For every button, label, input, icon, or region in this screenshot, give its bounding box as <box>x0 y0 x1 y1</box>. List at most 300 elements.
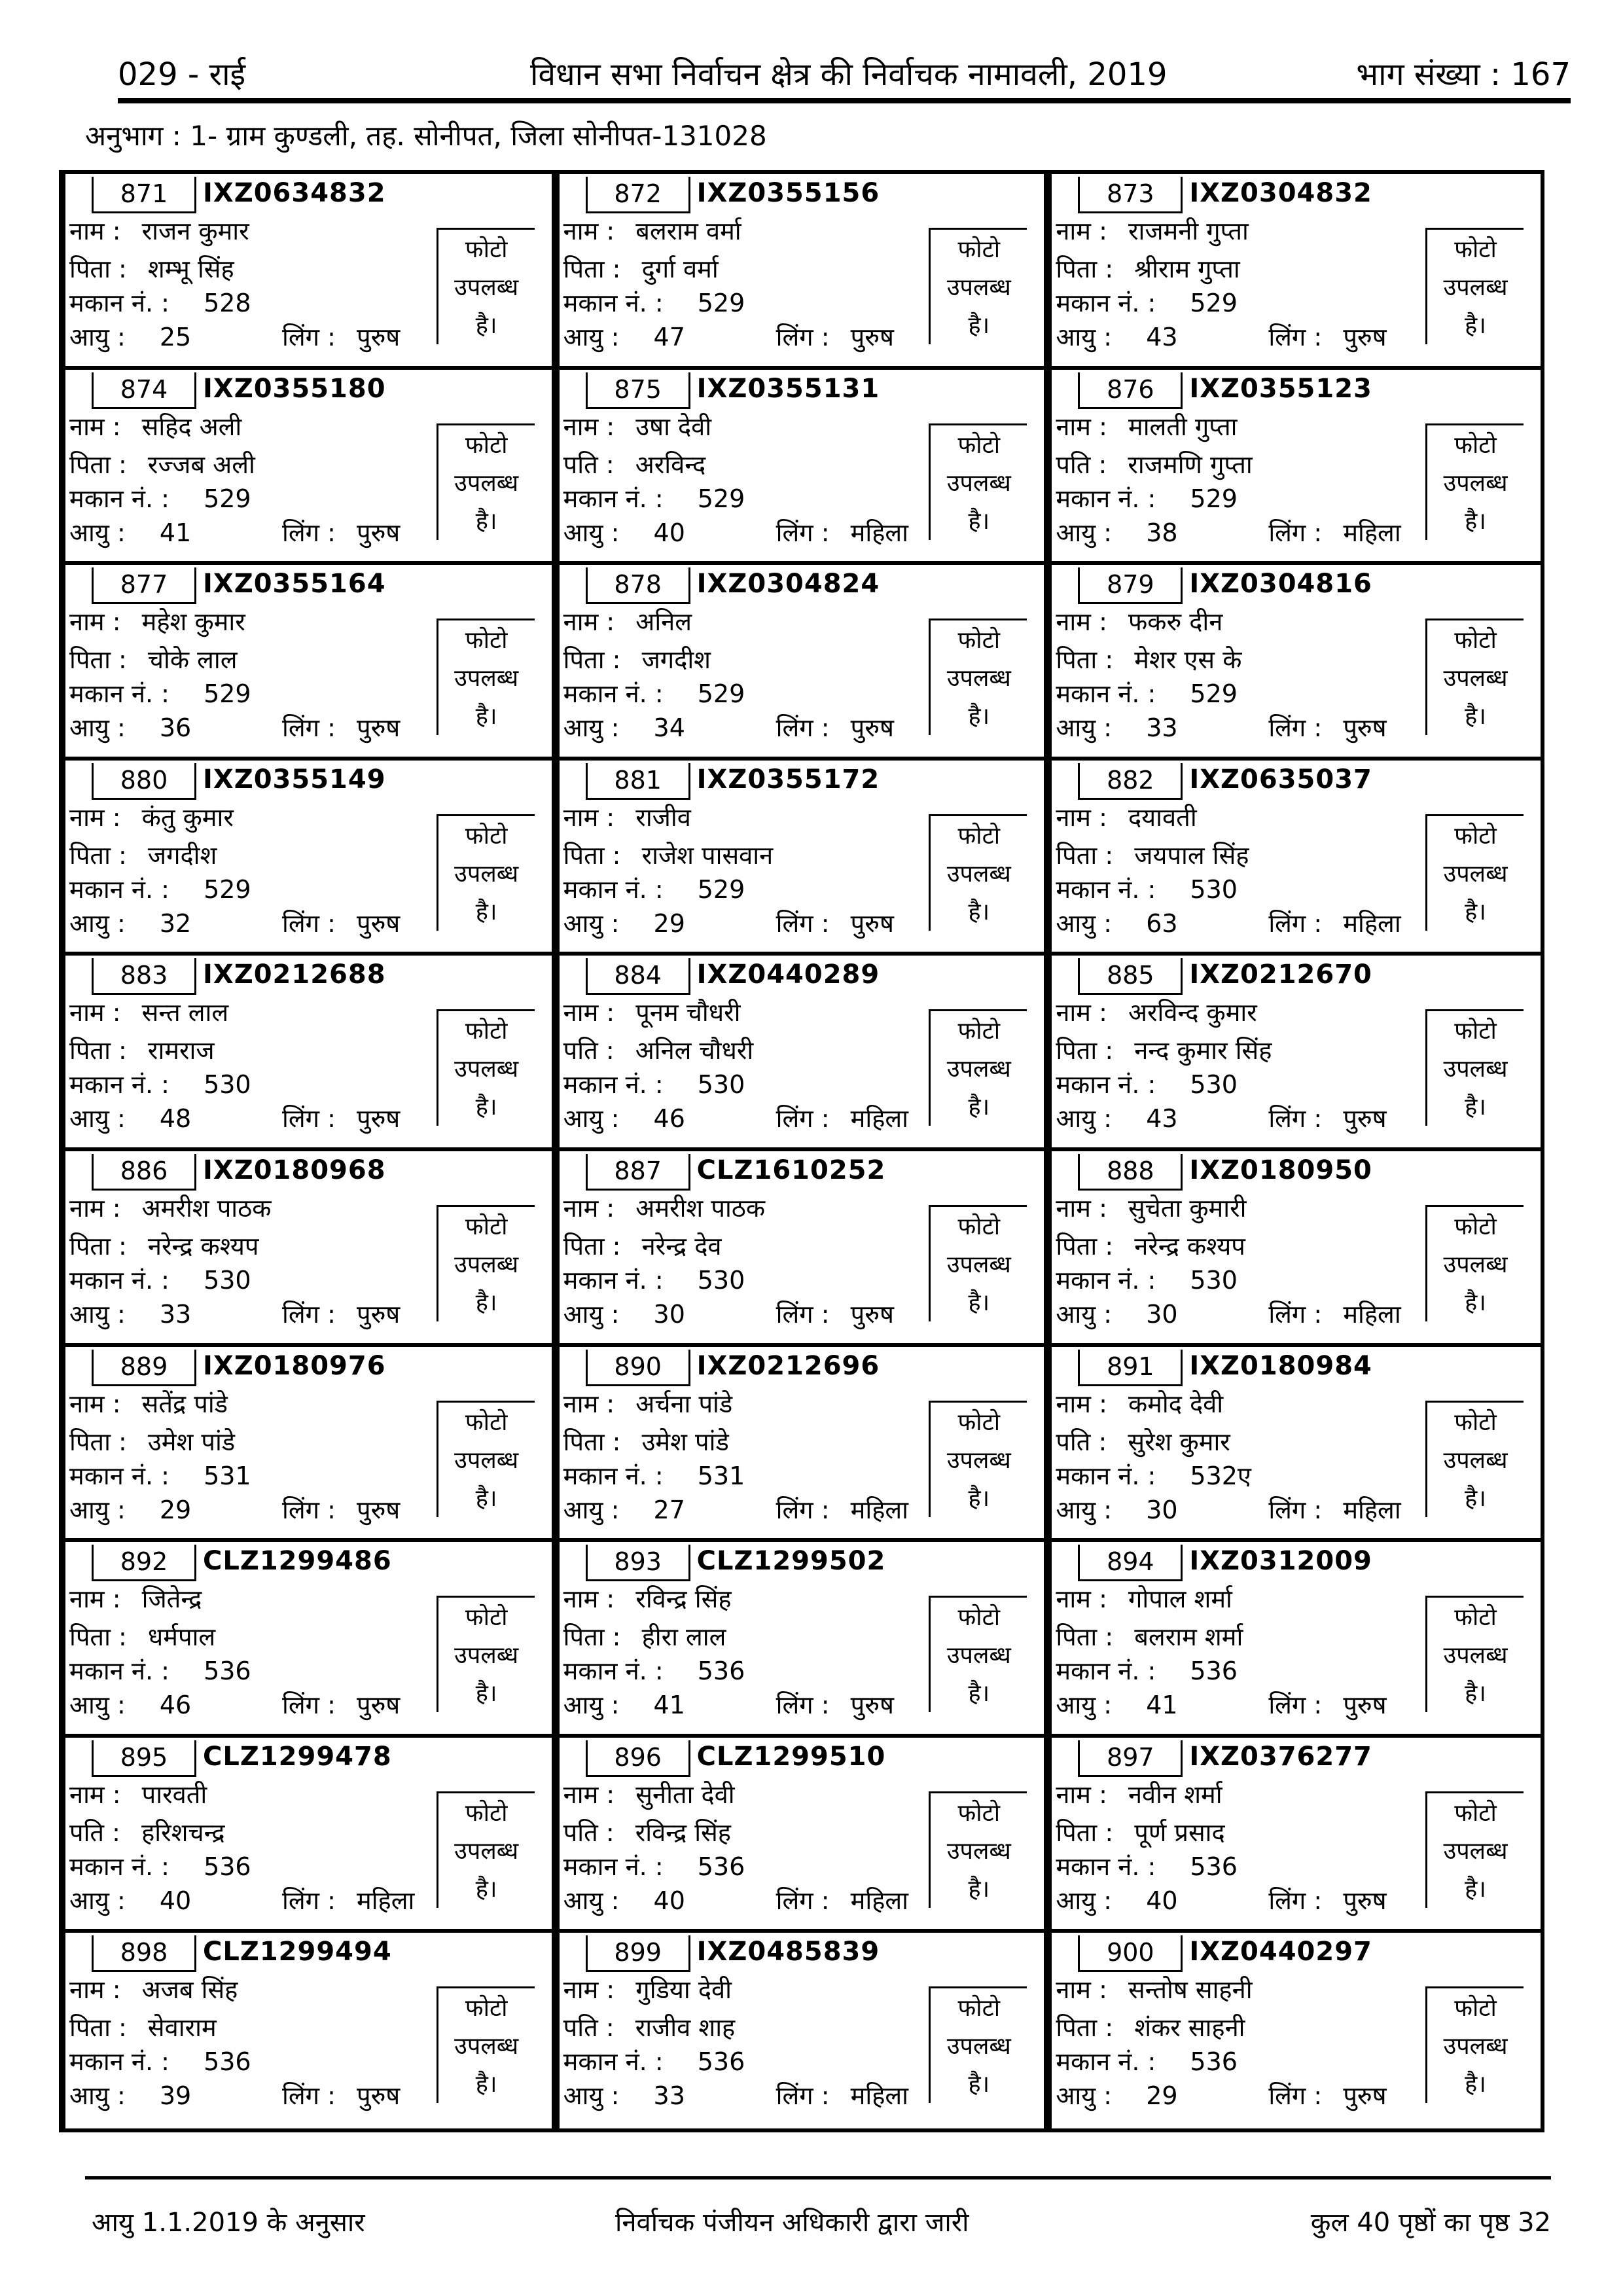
age-value: 33 <box>1146 713 1178 743</box>
gender-value: महिला <box>850 1104 908 1134</box>
gender-label: लिंग : <box>1268 1300 1323 1329</box>
name-label: नाम : <box>69 1975 121 2005</box>
photo-text-1: फोटो <box>1454 627 1497 655</box>
voter-name: जितेन्द्र <box>141 1585 202 1614</box>
voter-card <box>63 370 556 565</box>
house-number: 531 <box>697 1461 745 1490</box>
gender-label: लिंग : <box>282 1300 336 1329</box>
photo-text-1: फोटो <box>1454 1995 1497 2022</box>
name-label: नाम : <box>563 1389 615 1418</box>
relative-name: राजमणि गुप्ता <box>1128 450 1253 479</box>
house-label: मकान नं. : <box>69 484 169 513</box>
gender-value: पुरुष <box>850 323 894 351</box>
age-label: आयु : <box>69 1300 126 1329</box>
gender-group <box>282 1883 414 1917</box>
gender-group <box>1268 1492 1400 1526</box>
name-row <box>69 409 241 443</box>
name-label: नाम : <box>1056 1780 1107 1809</box>
name-row <box>69 1386 228 1420</box>
house-row <box>69 2044 251 2078</box>
house-number: 529 <box>697 484 745 513</box>
name-row <box>69 1972 238 2006</box>
relation-row <box>1056 1619 1243 1653</box>
gender-label: लिंग : <box>776 713 830 743</box>
serial-number: 872 <box>586 177 690 213</box>
photo-text-1: फोटो <box>465 1799 508 1827</box>
relative-name: हीरा लाल <box>641 1623 726 1652</box>
relative-name: जगदीश <box>147 840 217 870</box>
voter-card <box>63 1151 556 1347</box>
voter-name: राजीव <box>635 802 691 832</box>
photo-text-2: उपलब्ध <box>946 1251 1011 1278</box>
gender-group <box>282 1297 400 1331</box>
photo-text-2: उपलब्ध <box>946 274 1011 301</box>
relative-name: बलराम शर्मा <box>1134 1623 1243 1652</box>
photo-text-2: उपलब्ध <box>1443 1837 1508 1865</box>
voter-name: अरविन्द कुमार <box>1128 998 1257 1028</box>
house-row <box>69 1263 251 1297</box>
age-gender-row <box>1056 1101 1387 1135</box>
name-row <box>563 1581 732 1615</box>
house-row <box>563 676 745 710</box>
photo-text-2: उपलब्ध <box>946 1056 1011 1083</box>
photo-placeholder <box>1425 1401 1524 1517</box>
photo-text-2: उपलब्ध <box>946 665 1011 692</box>
issued-by-note: निर्वाचक पंजीयन अधिकारी द्वारा जारी <box>615 2208 969 2238</box>
serial-number: 889 <box>92 1350 196 1386</box>
house-row <box>1056 481 1238 515</box>
house-row <box>563 1067 745 1101</box>
constituency-label: 029 - राई <box>118 56 246 93</box>
name-row <box>69 1581 202 1615</box>
age-gender-row <box>1056 710 1387 744</box>
age-label: आयु : <box>1056 1495 1113 1524</box>
gender-value: पुरुष <box>356 323 401 351</box>
photo-text-2: उपलब्ध <box>1443 274 1508 301</box>
voter-card <box>63 956 556 1151</box>
voter-name: अर्चना पांडे <box>635 1389 733 1418</box>
photo-placeholder <box>437 228 535 344</box>
name-row <box>1056 1777 1222 1811</box>
name-label: नाम : <box>1056 1585 1107 1614</box>
voter-card <box>1048 370 1541 565</box>
gender-group <box>776 1492 908 1526</box>
photo-text-1: फोटो <box>957 1018 1001 1045</box>
gender-label: लिंग : <box>282 1691 336 1720</box>
photo-text-3: है। <box>968 898 990 925</box>
name-label: नाम : <box>69 217 121 245</box>
relation-label: पिता : <box>69 1427 127 1456</box>
voter-card <box>556 1542 1048 1738</box>
epic-number: IXZ0635037 <box>1189 764 1372 795</box>
relation-row <box>1056 251 1240 285</box>
photo-placeholder <box>929 423 1027 540</box>
relative-name: राजीव शाह <box>635 2013 736 2043</box>
photo-text-2: उपलब्ध <box>454 860 519 888</box>
photo-placeholder <box>437 814 535 931</box>
house-number: 529 <box>204 679 251 709</box>
name-label: नाम : <box>563 607 615 637</box>
age-gender-row <box>563 515 908 549</box>
serial-number: 874 <box>92 372 196 409</box>
relative-name: उमेश पांडे <box>147 1427 236 1456</box>
house-label: मकान नं. : <box>563 2047 664 2077</box>
photo-placeholder <box>929 1205 1027 1321</box>
gender-label: लिंग : <box>1268 518 1323 547</box>
voter-grid <box>59 170 1544 2132</box>
voter-name: राजन कुमार <box>141 217 249 245</box>
gender-value: पुरुष <box>1343 1104 1387 1134</box>
epic-number: IXZ0355172 <box>696 764 880 795</box>
photo-text-2: उपलब्ध <box>1443 665 1508 692</box>
epic-number: IXZ0440297 <box>1189 1937 1372 1967</box>
house-label: मकान नं. : <box>1056 1461 1156 1490</box>
gender-group <box>776 1687 894 1721</box>
photo-text-1: फोटो <box>1454 431 1497 459</box>
house-row <box>1056 1458 1251 1492</box>
gender-group <box>776 1297 894 1331</box>
age-gender-row <box>69 319 401 353</box>
age-value: 41 <box>653 1691 685 1720</box>
voter-card <box>1048 761 1541 956</box>
gender-label: लिंग : <box>776 1886 830 1915</box>
photo-text-3: है। <box>1465 2071 1486 2098</box>
page-footer <box>85 2176 1551 2238</box>
age-label: आयु : <box>563 908 620 938</box>
name-label: नाम : <box>69 412 121 441</box>
photo-placeholder <box>929 814 1027 931</box>
age-label: आयु : <box>1056 323 1113 351</box>
relative-name: चोके लाल <box>147 645 238 675</box>
house-label: मकान नं. : <box>69 679 169 709</box>
age-gender-row <box>69 515 401 549</box>
gender-group <box>282 319 400 353</box>
name-label: नाम : <box>69 998 121 1028</box>
relative-name: धर्मपाल <box>147 1623 216 1652</box>
photo-text-1: फोटो <box>1454 1408 1497 1436</box>
voter-name: अजब सिंह <box>141 1975 238 2005</box>
gender-label: लिंग : <box>1268 1886 1323 1915</box>
relation-row <box>69 1033 215 1067</box>
relation-row <box>563 1229 722 1263</box>
house-row <box>563 1653 745 1687</box>
voter-card <box>556 174 1048 370</box>
gender-value: महिला <box>1343 908 1401 938</box>
relative-name: उमेश पांडे <box>641 1427 729 1456</box>
house-number: 529 <box>697 679 745 709</box>
photo-text-2: उपलब्ध <box>454 665 519 692</box>
house-row <box>69 1458 251 1492</box>
gender-group <box>776 906 894 940</box>
age-value: 41 <box>1146 1691 1178 1720</box>
age-gender-row <box>1056 319 1387 353</box>
relation-label: पिता : <box>69 840 127 870</box>
voter-name: महेश कुमार <box>141 607 245 637</box>
photo-placeholder <box>1425 1596 1524 1712</box>
house-label: मकान नं. : <box>563 1266 664 1295</box>
photo-text-3: है। <box>968 1094 990 1121</box>
name-row <box>563 995 741 1029</box>
voter-name: बलराम वर्मा <box>635 217 741 245</box>
photo-text-1: फोटो <box>1454 1213 1497 1240</box>
house-label: मकान नं. : <box>563 484 664 513</box>
name-row <box>563 409 712 443</box>
photo-placeholder <box>1425 423 1524 540</box>
house-row <box>1056 2044 1238 2078</box>
house-row <box>69 481 251 515</box>
relative-name: दुर्गा वर्मा <box>641 255 719 283</box>
age-gender-row <box>563 2078 908 2112</box>
voter-card <box>63 1347 556 1543</box>
gender-label: लिंग : <box>776 1495 830 1524</box>
house-number: 536 <box>1190 2047 1238 2077</box>
house-row <box>563 285 745 319</box>
gender-group <box>282 710 400 744</box>
gender-value: पुरुष <box>356 908 401 938</box>
gender-group <box>776 515 908 549</box>
gender-label: लिंग : <box>282 2081 336 2111</box>
photo-text-2: उपलब्ध <box>454 1251 519 1278</box>
name-row <box>69 800 234 834</box>
house-number: 536 <box>697 2047 745 2077</box>
part-number: भाग संख्या : 167 <box>1356 56 1571 93</box>
age-value: 43 <box>1146 323 1178 351</box>
section-line: अनुभाग : 1- ग्राम कुण्डली, तह. सोनीपत, जिला सोनीपत-131028 <box>85 120 767 152</box>
epic-number: IXZ0312009 <box>1189 1546 1372 1577</box>
voter-name: पूनम चौधरी <box>635 998 741 1028</box>
photo-text-2: उपलब्ध <box>1443 469 1508 497</box>
gender-group <box>776 710 894 744</box>
voter-card <box>1048 1738 1541 1933</box>
name-row <box>69 213 249 247</box>
photo-placeholder <box>929 1009 1027 1126</box>
relative-name: श्रीराम गुप्ता <box>1134 255 1240 283</box>
gender-value: महिला <box>356 1886 415 1915</box>
age-label: आयु : <box>563 713 620 743</box>
house-label: मकान नं. : <box>563 289 664 317</box>
relation-row <box>563 251 719 285</box>
house-label: मकान नं. : <box>563 1070 664 1100</box>
name-label: नाम : <box>563 1780 615 1809</box>
age-value: 29 <box>653 908 685 938</box>
age-gender-row <box>69 1687 401 1721</box>
gender-value: महिला <box>850 1886 908 1915</box>
name-row <box>563 213 741 247</box>
name-label: नाम : <box>1056 802 1107 832</box>
photo-text-2: उपलब्ध <box>1443 2033 1508 2060</box>
name-label: नाम : <box>1056 1975 1107 2005</box>
house-row <box>69 676 251 710</box>
voter-name: फकरु दीन <box>1128 607 1223 637</box>
age-gender-row <box>69 710 401 744</box>
serial-number: 881 <box>586 763 690 800</box>
gender-group <box>1268 1297 1400 1331</box>
age-gender-row <box>563 1297 894 1331</box>
age-value: 29 <box>159 1495 192 1524</box>
house-label: मकान नं. : <box>69 874 169 904</box>
serial-number: 877 <box>92 567 196 604</box>
voter-name: अमरीश पाठक <box>635 1194 766 1223</box>
name-label: नाम : <box>69 1585 121 1614</box>
name-label: नाम : <box>69 1780 121 1809</box>
relation-row <box>69 838 217 872</box>
age-gender-row <box>1056 906 1401 940</box>
name-row <box>563 604 692 638</box>
voter-card <box>556 761 1048 956</box>
house-label: मकान नं. : <box>1056 679 1156 709</box>
photo-text-1: फोटो <box>465 1018 508 1045</box>
name-row <box>1056 604 1222 638</box>
relative-name: नरेन्द्र कश्यप <box>1134 1232 1245 1261</box>
relation-label: पति : <box>1056 1427 1107 1456</box>
house-number: 536 <box>697 1852 745 1881</box>
house-label: मकान नं. : <box>69 1070 169 1100</box>
photo-text-3: है। <box>475 1680 497 1708</box>
voter-name: उषा देवी <box>635 412 712 441</box>
epic-number: IXZ0355131 <box>696 373 880 404</box>
house-number: 530 <box>697 1266 745 1295</box>
epic-number: IXZ0212670 <box>1189 960 1372 990</box>
epic-number: IXZ0485839 <box>696 1937 880 1967</box>
photo-text-1: फोटो <box>465 1213 508 1240</box>
photo-text-1: फोटो <box>1454 236 1497 263</box>
voter-name: नवीन शर्मा <box>1128 1780 1222 1809</box>
photo-text-3: है। <box>968 1289 990 1316</box>
age-gender-row <box>69 1883 415 1917</box>
house-number: 529 <box>204 484 251 513</box>
age-label: आयु : <box>69 323 126 351</box>
age-value: 47 <box>653 323 685 351</box>
photo-text-2: उपलब्ध <box>1443 1446 1508 1474</box>
gender-value: पुरुष <box>356 1300 401 1329</box>
age-gender-row <box>69 906 401 940</box>
photo-placeholder <box>437 1791 535 1908</box>
age-value: 36 <box>159 713 192 743</box>
age-gender-row <box>69 1492 401 1526</box>
relative-name: पूर्ण प्रसाद <box>1134 1818 1225 1847</box>
epic-number: IXZ0355156 <box>696 178 880 208</box>
relation-row <box>1056 1424 1230 1458</box>
age-gender-row <box>563 1101 908 1135</box>
voter-card <box>1048 565 1541 761</box>
name-row <box>1056 1386 1223 1420</box>
house-row <box>69 1849 251 1883</box>
voter-name: सन्त लाल <box>141 998 229 1028</box>
age-value: 33 <box>653 2081 685 2111</box>
house-label: मकान नं. : <box>563 874 664 904</box>
relative-name: अरविन्द <box>635 450 706 479</box>
name-label: नाम : <box>563 217 615 245</box>
gender-label: लिंग : <box>776 2081 830 2111</box>
epic-number: IXZ0212688 <box>203 960 386 990</box>
voter-card <box>556 956 1048 1151</box>
relation-row <box>1056 642 1241 676</box>
epic-number: IXZ0180950 <box>1189 1155 1372 1185</box>
name-row <box>563 1386 733 1420</box>
voter-name: गुडिया देवी <box>635 1975 732 2005</box>
voter-name: कमोद देवी <box>1128 1389 1224 1418</box>
name-row <box>1056 800 1196 834</box>
photo-text-1: फोटो <box>465 822 508 850</box>
gender-value: पुरुष <box>850 1300 894 1329</box>
gender-group <box>776 1101 908 1135</box>
house-row <box>563 1263 745 1297</box>
relation-label: पिता : <box>563 645 621 675</box>
relation-label: पिता : <box>69 1036 127 1066</box>
photo-text-3: है। <box>1465 1680 1486 1708</box>
house-row <box>1056 1067 1238 1101</box>
epic-number: IXZ0304832 <box>1189 178 1372 208</box>
photo-placeholder <box>1425 814 1524 931</box>
photo-text-1: फोटो <box>465 1604 508 1632</box>
gender-label: लिंग : <box>1268 1691 1323 1720</box>
photo-text-3: है। <box>1465 703 1486 730</box>
relative-name: राजेश पासवान <box>641 840 774 870</box>
house-number: 529 <box>1190 484 1238 513</box>
gender-group <box>282 1492 400 1526</box>
house-row <box>69 1653 251 1687</box>
voter-card <box>1048 174 1541 370</box>
gender-value: पुरुष <box>850 1691 894 1720</box>
name-label: नाम : <box>563 412 615 441</box>
relation-row <box>1056 447 1252 481</box>
age-label: आयु : <box>1056 1691 1113 1720</box>
relation-row <box>69 447 255 481</box>
voter-card <box>63 1542 556 1738</box>
age-gender-row <box>1056 1687 1387 1721</box>
voter-name: सुचेता कुमारी <box>1128 1194 1247 1223</box>
relation-label: पिता : <box>1056 1036 1114 1066</box>
house-row <box>69 872 251 906</box>
gender-label: लिंग : <box>1268 1104 1323 1134</box>
house-number: 530 <box>1190 1070 1238 1100</box>
relation-row <box>1056 1033 1272 1067</box>
photo-text-3: है। <box>968 2071 990 2098</box>
house-row <box>1056 1263 1238 1297</box>
age-value: 46 <box>159 1691 192 1720</box>
house-number: 530 <box>204 1070 251 1100</box>
gender-value: पुरुष <box>1343 2081 1387 2111</box>
name-label: नाम : <box>69 802 121 832</box>
relation-row <box>563 1424 729 1458</box>
relation-row <box>1056 2010 1245 2044</box>
age-gender-row <box>1056 2078 1387 2112</box>
relation-row <box>563 642 711 676</box>
age-label: आयु : <box>1056 1886 1113 1915</box>
relation-row <box>563 1033 754 1067</box>
voter-name: पारवती <box>141 1780 207 1809</box>
gender-group <box>282 515 400 549</box>
photo-text-1: फोटो <box>1454 822 1497 850</box>
relation-label: पिता : <box>69 645 127 675</box>
relation-row <box>1056 1815 1224 1849</box>
gender-label: लिंग : <box>1268 1495 1323 1524</box>
serial-number: 884 <box>586 958 690 995</box>
photo-placeholder <box>1425 1791 1524 1908</box>
photo-text-3: है। <box>475 1094 497 1121</box>
serial-number: 876 <box>1078 372 1183 409</box>
photo-text-3: है। <box>1465 507 1486 535</box>
voter-card <box>63 1933 556 2128</box>
gender-label: लिंग : <box>776 1691 830 1720</box>
photo-placeholder <box>1425 619 1524 735</box>
house-label: मकान नं. : <box>1056 2047 1156 2077</box>
photo-placeholder <box>1425 1009 1524 1126</box>
voter-card <box>63 1738 556 1933</box>
house-row <box>1056 872 1238 906</box>
epic-number: IXZ0212696 <box>696 1350 880 1381</box>
relation-label: पति : <box>563 1818 615 1847</box>
